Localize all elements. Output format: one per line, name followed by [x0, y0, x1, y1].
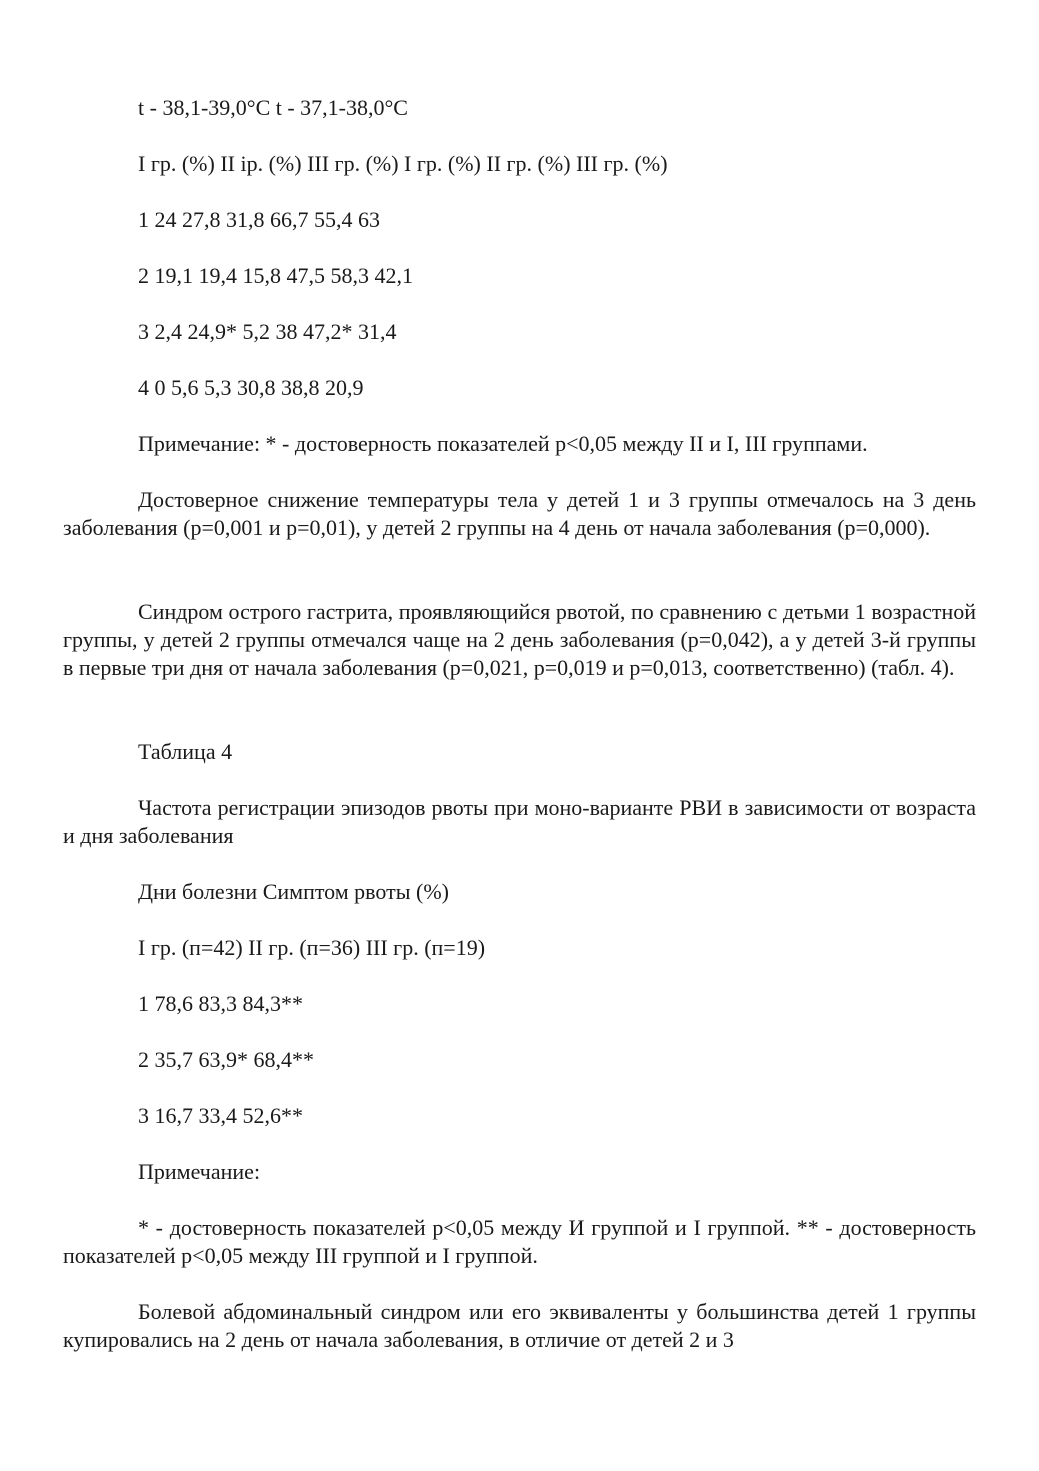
paragraph-temperature: Достоверное снижение температуры тела у детей 1 и 3 группы отмечалось на 3 день заболевания (р=0,001 и р=0,01), у детей 2 группы на 4 день от начала заболевания (р=0,000).	[63, 487, 976, 540]
table3-row: 1 24 27,8 31,8 66,7 55,4 63	[138, 207, 380, 232]
table4-row: 1 78,6 83,3 84,3**	[138, 991, 303, 1016]
table3-row: 2 19,1 19,4 15,8 47,5 58,3 42,1	[138, 263, 413, 288]
table3-row: 3 2,4 24,9* 5,2 38 47,2* 31,4	[138, 319, 397, 344]
table4-note-text: * - достоверность показателей p<0,05 между И группой и I группой. ** - достоверность показателей p<0,05 между III группой и I группой.	[63, 1215, 976, 1268]
table3-note: Примечание: * - достоверность показателей p<0,05 между II и I, III группами.	[138, 431, 868, 456]
table4-row: 3 16,7 33,4 52,6**	[138, 1103, 303, 1128]
table3-header-temperature: t - 38,1-39,0°C t - 37,1-38,0°C	[138, 95, 408, 120]
table3-header-groups: I гр. (%) II ip. (%) III гр. (%) I гр. (%) II гр. (%) III гр. (%)	[138, 151, 668, 176]
table4-header-days: Дни болезни Симптом рвоты (%)	[138, 879, 449, 904]
table4-caption: Частота регистрации эпизодов рвоты при моно-варианте РВИ в зависимости от возраста и дня заболевания	[63, 795, 976, 848]
table4-note-label: Примечание:	[138, 1159, 261, 1184]
table3-row: 4 0 5,6 5,3 30,8 38,8 20,9	[138, 375, 364, 400]
paragraph-gastritis: Синдром острого гастрита, проявляющийся рвотой, по сравнению с детьми 1 возрастной группы, у детей 2 группы отмечался чаще на 2 день заболевания (р=0,042), а у детей 3-й группы в первые три дня от начала заболевания (р=0,021, р=0,019 и р=0,013, соответственно) (табл. 4).	[63, 599, 976, 680]
table4-header-groups: I гр. (п=42) II гр. (п=36) III гр. (п=19)	[138, 935, 486, 960]
table4-label: Таблица 4	[138, 739, 233, 764]
paragraph-abdominal: Болевой абдоминальный синдром или его эквиваленты у большинства детей 1 группы купировались на 2 день от начала заболевания, в отличие от детей 2 и 3	[63, 1299, 976, 1352]
table4-row: 2 35,7 63,9* 68,4**	[138, 1047, 314, 1072]
